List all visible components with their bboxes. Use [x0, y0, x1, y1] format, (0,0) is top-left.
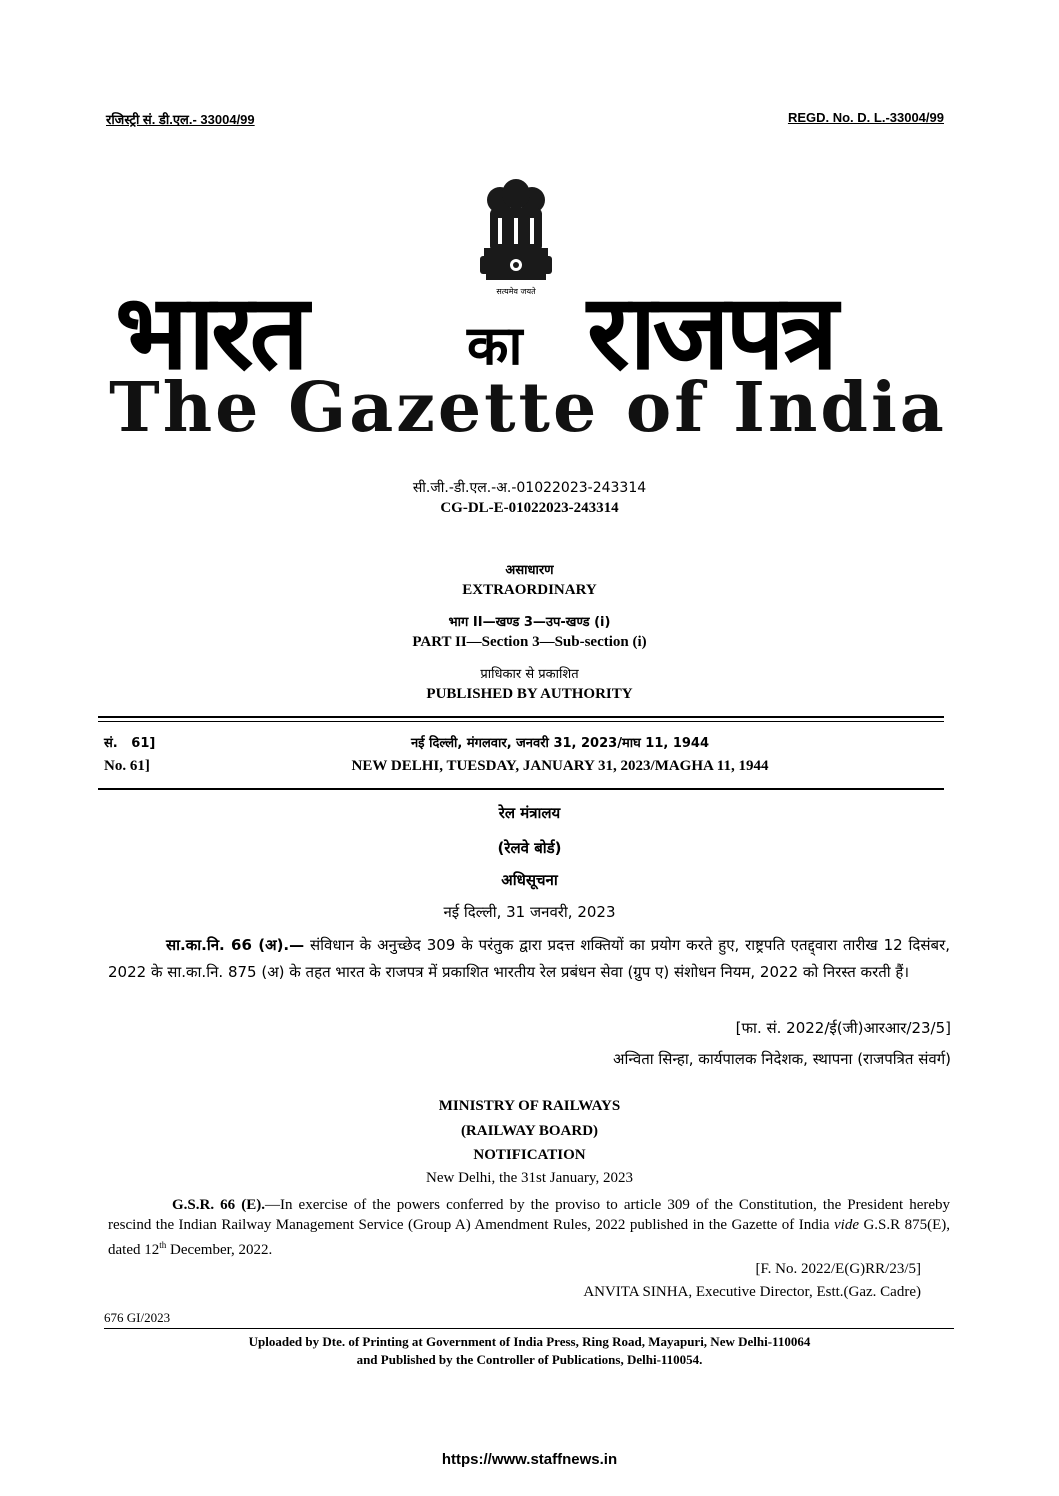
notification-text-hindi: संविधान के अनुच्छेद 309 के परंतुक द्वारा प्रदत्त शक्तियों का प्रयोग करते हुए, राष्ट्रपति एतद्द्वारा तारीख 12 दिसंबर, 2022 के सा.का.नि. 875 (अ) के तहत भारत के राजपत्र में प्रकाशित भारतीय रेल प्रबंधन सेवा (ग्रुप ए) संशोधन नियम, 2022 को निरस्त करती हैं। [108, 936, 950, 981]
masthead-hindi-ka: का [467, 314, 523, 377]
footer-line-1: Uploaded by Dte. of Printing at Government of India Press, Ring Road, Mayapuri, New Delhi-110064 [248, 1334, 811, 1349]
place-date-hindi: नई दिल्ली, 31 जनवरी, 2023 [443, 903, 616, 921]
registration-number-english: REGD. No. D. L.-33004/99 [787, 110, 944, 125]
registration-number-hindi: रजिस्ट्री सं. डी.एल.- 33004/99 [106, 112, 255, 127]
footer-line-2: and Published by the Controller of Publications, Delhi-110054. [356, 1352, 703, 1367]
notification-text-english-2: G.S.R 875(E), dated 12 [108, 1217, 950, 1258]
part-hindi: भाग II—खण्ड 3—उप-खण्ड (i) [448, 615, 611, 630]
signatory-hindi: अन्विता सिन्हा, कार्यपालक निदेशक, स्थापना (राजपत्रित संवर्ग) [613, 1050, 951, 1068]
masthead-english: The Gazette of India [109, 368, 947, 448]
divider-issue-bottom [98, 788, 944, 790]
place-date-english: New Delhi, the 31st January, 2023 [426, 1170, 633, 1186]
masthead-hindi-rajpatra: राजपत्र [587, 271, 835, 393]
notification-text-english-1: —In exercise of the powers conferred by the proviso to article 309 of the Constitution, the President hereby rescind the Indian Railway Management Service (Group A) Amendment Rules, 2022 published in the Gazette of India [108, 1197, 951, 1233]
signatory-english: ANVITA SINHA, Executive Director, Estt.(Gaz. Cadre) [583, 1284, 921, 1300]
gazette-code-english: CG-DL-E-01022023-243314 [440, 500, 619, 516]
authority-hindi: प्राधिकार से प्रकाशित [480, 667, 579, 682]
notification-text-vide: vide [834, 1217, 859, 1233]
footer-divider [104, 1328, 954, 1329]
gsr-reference-english: G.S.R. 66 (E). [172, 1197, 265, 1213]
authority-english: PUBLISHED BY AUTHORITY [426, 686, 633, 702]
extraordinary-english: EXTRAORDINARY [462, 582, 597, 598]
issue-number-english: No. 61] [104, 758, 150, 774]
ministry-english: MINISTRY OF RAILWAYS [438, 1098, 621, 1114]
notification-body-hindi [108, 932, 950, 986]
emblem-motto: सत्यमेव जयते [496, 287, 536, 296]
notification-text-english-3: December, 2022. [166, 1242, 273, 1258]
issue-number-hindi: सं. 61] [104, 736, 156, 751]
notification-body-english [108, 1195, 950, 1260]
extraordinary-hindi: असाधारण [505, 563, 554, 578]
board-english: (RAILWAY BOARD) [460, 1123, 599, 1139]
masthead-hindi-bharat: भारत [115, 271, 305, 393]
part-english: PART II—Section 3—Sub-section (i) [412, 634, 647, 650]
gazette-code-hindi: सी.जी.-डी.एल.-अ.-01022023-243314 [412, 480, 647, 496]
gsr-reference-hindi: सा.का.नि. 66 (अ).— [166, 936, 305, 954]
issue-date-english: NEW DELHI, TUESDAY, JANUARY 31, 2023/MAGHA 11, 1944 [351, 758, 769, 774]
issue-date-hindi: नई दिल्ली, मंगलवार, जनवरी 31, 2023/माघ 11, 1944 [410, 736, 710, 751]
notification-title-english: NOTIFICATION [473, 1147, 586, 1163]
divider-top-2 [98, 721, 944, 722]
notification-text-superscript: th [159, 1240, 167, 1250]
file-number-english: [F. No. 2022/E(G)RR/23/5] [755, 1261, 921, 1277]
board-hindi: (रेलवे बोर्ड) [497, 839, 562, 857]
divider-top-1 [98, 716, 944, 718]
notification-title-hindi: अधिसूचना [501, 871, 558, 889]
ministry-hindi: रेल मंत्रालय [498, 804, 561, 822]
file-number-hindi: [फा. सं. 2022/ई(जी)आरआर/23/5] [735, 1019, 951, 1037]
print-code: 676 GI/2023 [104, 1310, 171, 1325]
source-url[interactable]: https://www.staffnews.in [441, 1451, 618, 1468]
